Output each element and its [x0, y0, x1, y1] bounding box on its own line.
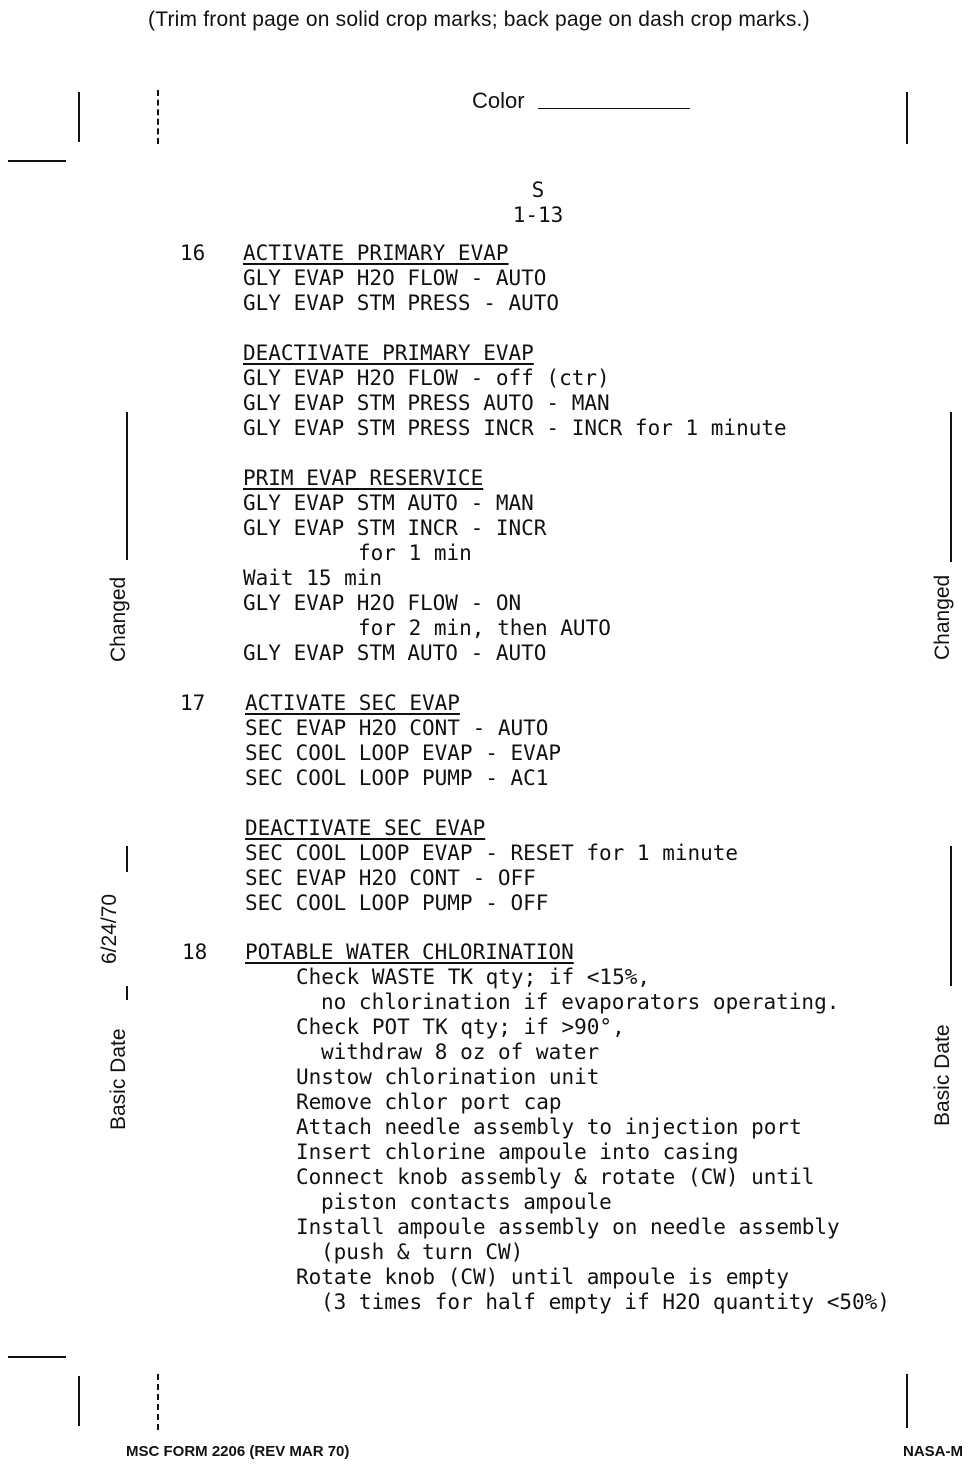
crop-mark-horizontal-bottom-left — [8, 1356, 66, 1358]
procedure-line: GLY EVAP STM AUTO - AUTO — [243, 641, 547, 665]
agency-mark: NASA-M — [903, 1443, 963, 1460]
crop-mark-solid-top-left — [78, 92, 80, 142]
procedure-line: for 1 min — [358, 541, 472, 565]
procedure-line: withdraw 8 oz of water — [321, 1040, 600, 1064]
procedure-line: for 2 min, then AUTO — [358, 616, 611, 640]
basic-date-value: 6/24/70 — [98, 893, 121, 964]
deactivate-sec-evap-heading: DEACTIVATE SEC EVAP — [245, 816, 486, 840]
procedure-line: Insert chlorine ampoule into casing — [296, 1140, 739, 1164]
procedure-line: SEC COOL LOOP EVAP - RESET for 1 minute — [245, 841, 739, 865]
procedure-line: SEC EVAP H2O CONT - OFF — [245, 866, 536, 890]
potable-water-chlorination-heading: POTABLE WATER CHLORINATION — [245, 940, 574, 964]
prim-evap-reservice-heading: PRIM EVAP RESERVICE — [243, 466, 484, 490]
color-label: Color — [472, 88, 525, 113]
procedure-line: GLY EVAP STM INCR - INCR — [243, 516, 547, 540]
procedure-line: GLY EVAP STM PRESS INCR - INCR for 1 minute — [243, 416, 787, 440]
changed-label-right: Changed — [931, 574, 954, 660]
step-number-16: 16 — [180, 241, 206, 265]
crop-mark-solid-bottom-left — [78, 1376, 80, 1426]
activate-primary-evap-heading: ACTIVATE PRIMARY EVAP — [243, 241, 509, 265]
procedure-line: (3 times for half empty if H2O quantity <50%) — [321, 1290, 890, 1314]
procedure-line: Rotate knob (CW) until ampoule is empty — [296, 1265, 790, 1289]
activate-sec-evap-heading: ACTIVATE SEC EVAP — [245, 691, 460, 715]
procedure-line: GLY EVAP H2O FLOW - AUTO — [243, 266, 547, 290]
crop-mark-dash-bottom-left — [157, 1374, 159, 1430]
changed-line-left — [126, 412, 128, 560]
trim-instructions: (Trim front page on solid crop marks; back page on dash crop marks.) — [148, 8, 810, 31]
page-number: 1-13 — [512, 203, 564, 227]
procedure-line: SEC COOL LOOP PUMP - OFF — [245, 891, 549, 915]
crop-mark-horizontal-top-left — [8, 160, 66, 162]
crop-mark-solid-bottom-right — [906, 1374, 908, 1428]
crop-mark-dash-top-left — [157, 90, 159, 144]
procedure-line: Remove chlor port cap — [296, 1090, 562, 1114]
changed-line-right — [950, 412, 952, 562]
procedure-line: SEC EVAP H2O CONT - AUTO — [245, 716, 549, 740]
procedure-line: Unstow chlorination unit — [296, 1065, 600, 1089]
procedure-line: GLY EVAP STM PRESS - AUTO — [243, 291, 560, 315]
page-section: S — [531, 178, 545, 202]
form-number: MSC FORM 2206 (REV MAR 70) — [126, 1443, 350, 1460]
procedure-line: Install ampoule assembly on needle assembly — [296, 1215, 840, 1239]
changed-label-left: Changed — [107, 576, 130, 662]
procedure-line: (push & turn CW) — [321, 1240, 524, 1264]
procedure-line: GLY EVAP H2O FLOW - ON — [243, 591, 522, 615]
procedure-line: Attach needle assembly to injection port — [296, 1115, 802, 1139]
basic-date-label-left: Basic Date — [107, 1028, 130, 1130]
procedure-line: Wait 15 min — [243, 566, 383, 590]
procedure-line: Connect knob assembly & rotate (CW) until — [296, 1165, 815, 1189]
step-number-17: 17 — [180, 691, 206, 715]
procedure-line: Check WASTE TK qty; if <15%, — [296, 965, 651, 989]
basic-date-line-left — [126, 846, 128, 872]
basic-date-label-right: Basic Date — [931, 1024, 954, 1126]
procedure-line: no chlorination if evaporators operating. — [321, 990, 840, 1014]
procedure-line: piston contacts ampoule — [321, 1190, 612, 1214]
deactivate-primary-evap-heading: DEACTIVATE PRIMARY EVAP — [243, 341, 534, 365]
basic-date-line-right — [950, 846, 952, 986]
color-blank-line — [538, 108, 690, 109]
step-number-18: 18 — [182, 940, 208, 964]
procedure-line: Check POT TK qty; if >90°, — [296, 1015, 625, 1039]
procedure-line: GLY EVAP STM AUTO - MAN — [243, 491, 534, 515]
crop-mark-solid-top-right — [906, 92, 908, 144]
procedure-line: SEC COOL LOOP PUMP - AC1 — [245, 766, 549, 790]
procedure-line: GLY EVAP STM PRESS AUTO - MAN — [243, 391, 610, 415]
basic-date-tick-left — [126, 986, 128, 1000]
procedure-line: GLY EVAP H2O FLOW - off (ctr) — [243, 366, 610, 390]
procedure-line: SEC COOL LOOP EVAP - EVAP — [245, 741, 562, 765]
